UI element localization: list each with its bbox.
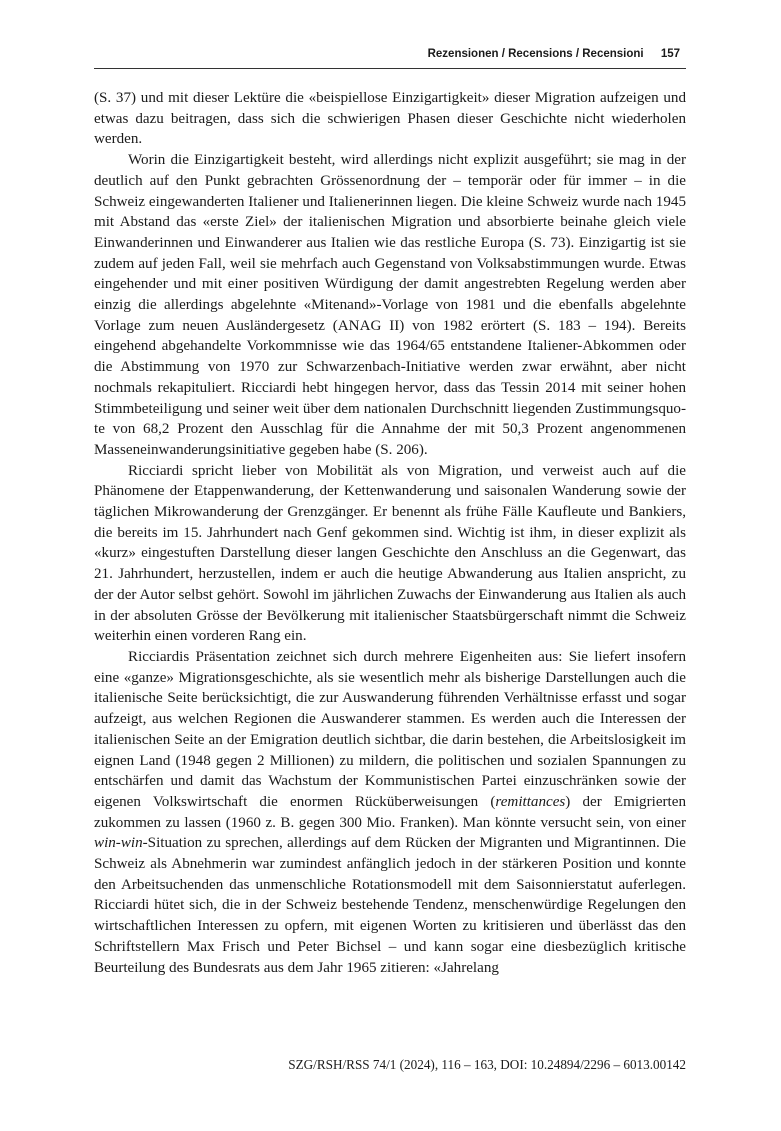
text-run: Ricciardis Präsentation zeichnet sich durch mehrere Eigenheiten aus: Sie liefert insofern eine «ganze» Migrationsgeschichte, als sie wesentlich mehr als bisherige Darstellungen auch die italienische Seite berücksichtigt, die zur Auswanderung führenden Verhältnisse erfasst und sogar aufzeigt, aus welchen Regionen die Auswanderer stammen. Es werden auch die Interessen der italienischen Seite an der Emigration deutlich sichtbar, die darin bestehen, die Arbeitslosigkeit im eignen Land (1948 gegen 2 Millionen) zu mildern, die politischen und sozialen Spannungen zu entschärfen und damit das Wachstum der Kommunistischen Partei einzuschränken sowie der eigenen Volkswirtschaft die enormen Rücküberweisungen ( bbox=[94, 648, 686, 810]
page-number: 157 bbox=[660, 48, 680, 60]
paragraph bbox=[94, 88, 686, 150]
paragraph bbox=[94, 461, 686, 647]
footer-citation: SZG/RSH/RSS 74/1 (2024), 116 – 163, DOI: 10.24894/2296 – 6013.00142 bbox=[288, 1057, 686, 1072]
running-header bbox=[94, 44, 686, 69]
paragraph bbox=[94, 150, 686, 461]
text-run: Ricciardi spricht lieber von Mobilität als von Migration, und verweist auch auf die Phänomene der Etappenwanderung, der Kettenwanderung und saisonalen Wanderung sowie der täglichen Mikrowanderung der Grenzgänger. Er benennt als frühe Fälle Kaufleute und Bankiers, die bereits im 15. Jahrhundert nach Genf gekommen sind. Wichtig ist ihm, in dieser explizit als «kurz» eingestuften Darstellung dieser langen Geschichte den Anschluss an die Gegenwart, das 21. Jahrhundert, herzustellen, indem er auch die heutige Abwanderung aus Italien anspricht, zu der der Autor selbst gehört. Sowohl im jährlichen Zuwachs der Einwanderung aus Italien als auch in der absoluten Grösse der Bevölkerung mit italienischer Staatsbürgerschaft nimmt die Schweiz weiterhin einen vorderen Rang ein. bbox=[94, 462, 686, 645]
text-run: (S. 37) und mit dieser Lektüre die «beispiellose Einzigartigkeit» dieser Migration aufzeigen und etwas dazu beitragen, dass sich die schwierigen Phasen dieser Geschichte nicht wiederholen werden. bbox=[94, 90, 686, 148]
text-run: -Situation zu sprechen, allerdings auf dem Rücken der Migranten und Migrantinnen. Die Schweiz als Abnehmerin war zumindest anfänglich jedoch in der stärkeren Position und konnte den Arbeitsuchenden das unmenschliche Rotationsmodell mit dem Saisonnierstatut auferlegen. Ricciardi hütet sich, die in der Schweiz bestehende Tendenz, menschenwürdige Regelungen den wirtschaftlichen Interessen zu opfern, mit eigenen Worten zu kritisieren und überlässt das den Schriftstellern Max Frisch und Peter Bichsel – und kann sogar eine diesbezüglich kritische Beurteilung des Bundesrats aus dem Jahr 1965 zitieren: «Jahrelang bbox=[94, 835, 686, 976]
text-run: ) der Emigrierten zukommen zu lassen (1960 z. B. gegen 300 Mio. Franken). Man könnte versucht sein, von einer bbox=[94, 793, 686, 831]
italic-term: win-win bbox=[94, 835, 143, 852]
review-body bbox=[94, 88, 686, 978]
paragraph bbox=[94, 647, 686, 978]
header-section-title: Rezensionen / Recensions / Recensioni bbox=[427, 48, 644, 60]
header-right bbox=[428, 48, 680, 60]
italic-term: remittances bbox=[495, 793, 566, 810]
text-run: Worin die Einzigartigkeit besteht, wird allerdings nicht explizit ausgeführt; sie mag in der deutlich auf den Punkt gebrachten Grössenordnung der – temporär oder für immer – in die Schweiz eingewanderten Italiener und Italienerinnen liegen. Die kleine Schweiz wurde nach 1945 mit Abstand das «erste Ziel» der italienischen Migration und absorbierte beinahe gleich viele Einwanderinnen und Einwanderer aus Italien wie das restliche Europa (S. 73). Einzigartig ist sie zudem auf jeden Fall, weil sie mehrfach auch Gegenstand von Volksabstimmungen wurde. Etwas eingehender und mit einer positiven Würdigung der damit angestrebten Regelung werden aber einzig die allerdings abgelehnte «Mitenand»-Vorlage von 1981 und die ebenfalls abgelehnte Vorlage zum neuen Ausländergesetz (ANAG II) von 1982 erörtert (S. 183 – 194). Bereits eingehend abgehandelte Vorkommnisse wie das 1964/65 entstandene Italiener-Abkommen oder die Abstimmung von 1970 zur Schwarzenbach-Initiative werden zwar erwähnt, aber nicht nochmals rekapituliert. Ricciardi hebt hingegen hervor, dass das Tessin 2014 mit seiner hohen Stimmbeteiligung und seiner weit über dem nationalen Durchschnitt liegenden Zustimmungsquote von 68,2 Prozent den Ausschlag für die Annahme der mit 50,3 Prozent angenommenen Masseneinwanderungsinitiative gegeben habe (S. 206). bbox=[94, 152, 686, 458]
